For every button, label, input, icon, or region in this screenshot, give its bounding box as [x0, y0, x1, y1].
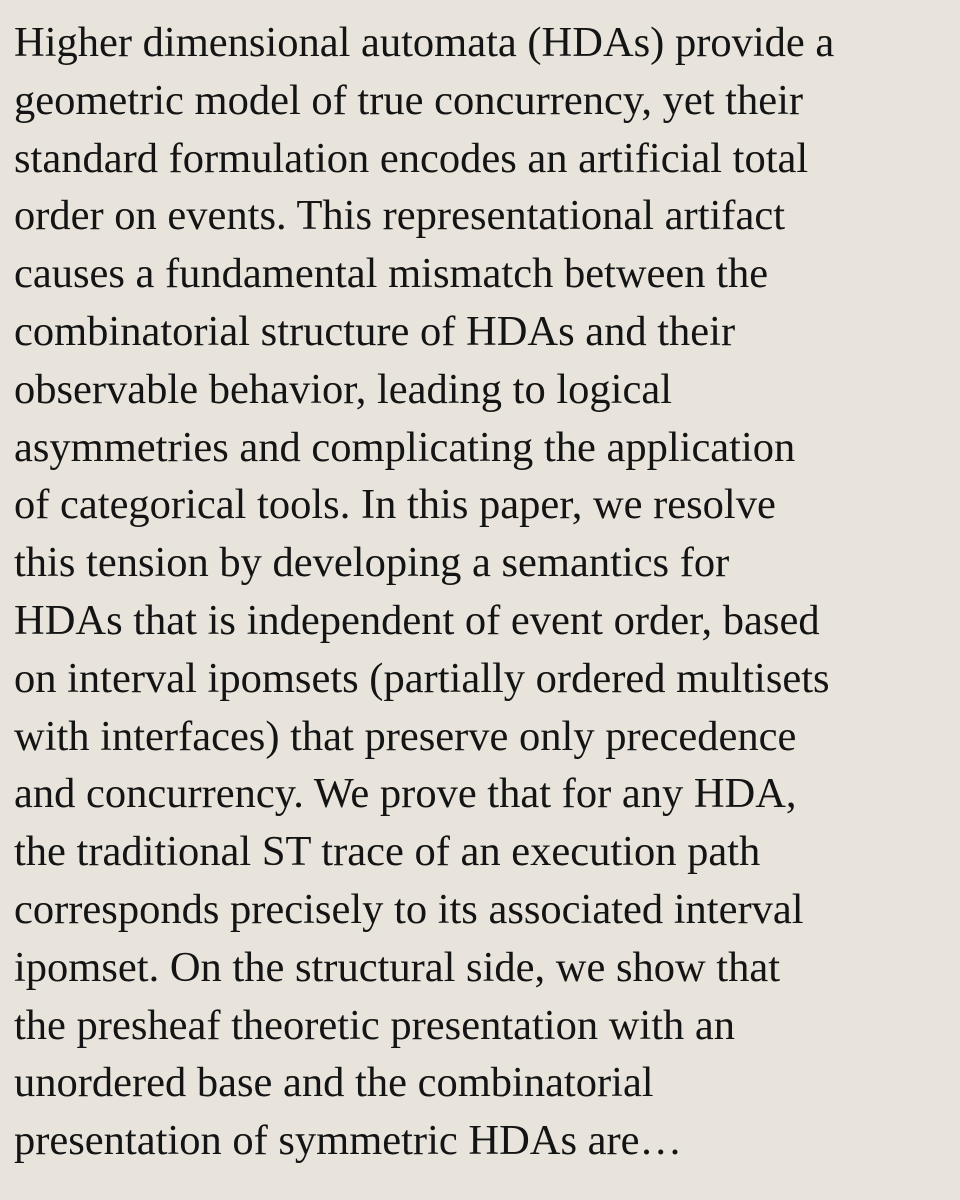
abstract-line: the presheaf theoretic presentation with an	[14, 1001, 736, 1049]
abstract-line: geometric model of true concurrency, yet their	[14, 76, 804, 124]
abstract-line: combinatorial structure of HDAs and their	[14, 307, 736, 355]
abstract-line: Higher dimensional automata (HDAs) provide a	[14, 19, 835, 66]
abstract-line: and concurrency. We prove that for any HDA,	[14, 770, 797, 818]
abstract-line: standard formulation encodes an artificial total	[14, 134, 809, 182]
abstract-text	[14, 14, 948, 1170]
abstract-line: asymmetries and complicating the application	[14, 423, 796, 471]
abstract-line: on interval ipomsets (partially ordered multisets	[14, 654, 830, 702]
abstract-line: order on events. This representational artifact	[14, 192, 785, 240]
abstract-line: causes a fundamental mismatch between the	[14, 250, 769, 298]
abstract-line: this tension by developing a semantics for	[14, 539, 730, 587]
abstract-line: observable behavior, leading to logical	[14, 365, 673, 413]
abstract-line: presentation of symmetric HDAs are…	[14, 1117, 683, 1165]
abstract-line: unordered base and the combinatorial	[14, 1059, 654, 1107]
abstract-line: HDAs that is independent of event order, based	[14, 596, 820, 644]
abstract-line: corresponds precisely to its associated interval	[14, 885, 804, 933]
abstract-line: ipomset. On the structural side, we show that	[14, 943, 781, 991]
abstract-line: with interfaces) that preserve only precedence	[14, 712, 797, 760]
abstract-line: the traditional ST trace of an execution path	[14, 828, 761, 876]
abstract-line: of categorical tools. In this paper, we resolve	[14, 481, 776, 529]
